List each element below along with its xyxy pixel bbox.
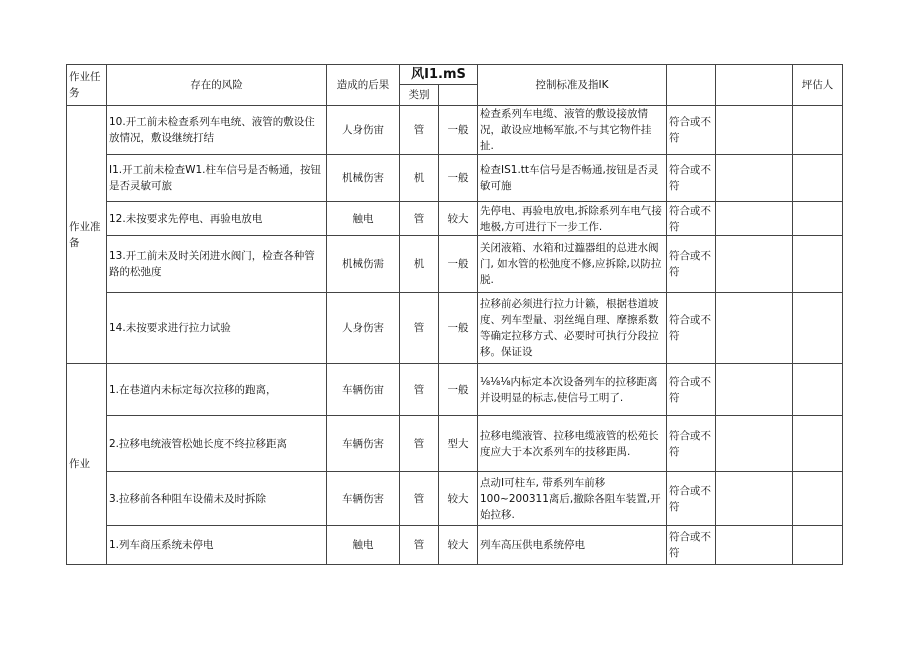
category-cell: 管 — [400, 293, 439, 364]
header-blank-2 — [716, 65, 793, 106]
blank-cell — [716, 155, 793, 202]
blank-cell — [716, 202, 793, 236]
blank-cell — [716, 293, 793, 364]
assessor-cell — [793, 472, 843, 526]
level-cell: 一般 — [439, 236, 478, 293]
category-cell: 管 — [400, 526, 439, 565]
level-cell: 较大 — [439, 526, 478, 565]
header-level — [439, 85, 478, 106]
control-cell: 拉移电缆液管、拉移电缆液管的松苑长度应大于本次系列车的技移距禺. — [478, 416, 667, 472]
consequence-cell: 触电 — [327, 526, 400, 565]
result-cell: 符合或不符 — [667, 155, 716, 202]
consequence-cell: 人身伤害 — [327, 293, 400, 364]
blank-cell — [716, 416, 793, 472]
task-cell: 作业 — [67, 364, 107, 565]
assessor-cell — [793, 293, 843, 364]
header-risk: 存在的风险 — [107, 65, 327, 106]
assessor-cell — [793, 236, 843, 293]
risk-cell: 14.未按要求进行拉力试验 — [107, 293, 327, 364]
control-cell: 检查IS1.tt车信号是否畅通,按钮是否灵敏可施 — [478, 155, 667, 202]
level-cell: 一般 — [439, 364, 478, 416]
control-cell: 先停电、再验电放电,拆除系列车电气接地极,方可进行下一步工作. — [478, 202, 667, 236]
risk-cell: 2.拉移电统液管松她长度不终拉移距离 — [107, 416, 327, 472]
control-cell: 点动I可柱车, 带系列车前移100~200311离后,撤除各阻车装置,开始拉移. — [478, 472, 667, 526]
consequence-cell: 车辆伤害 — [327, 472, 400, 526]
category-cell: 管 — [400, 106, 439, 155]
assessor-cell — [793, 155, 843, 202]
result-cell: 符合或不符 — [667, 472, 716, 526]
header-category: 类别 — [400, 85, 439, 106]
level-cell: 一般 — [439, 106, 478, 155]
assessor-cell — [793, 106, 843, 155]
category-cell: 管 — [400, 364, 439, 416]
risk-cell: 1.在巷道内未标定每次拉移的跑离， — [107, 364, 327, 416]
level-cell: 一般 — [439, 293, 478, 364]
result-cell: 符合或不符 — [667, 202, 716, 236]
risk-cell: 13.开工前未及时关闭进水阀门，检查各种管路的松弛度 — [107, 236, 327, 293]
header-control: 控制标准及指IK — [478, 65, 667, 106]
result-cell: 符合或不符 — [667, 364, 716, 416]
result-cell: 符合或不符 — [667, 526, 716, 565]
result-cell: 符合或不符 — [667, 236, 716, 293]
blank-cell — [716, 472, 793, 526]
assessor-cell — [793, 364, 843, 416]
level-cell: 较大 — [439, 472, 478, 526]
control-cell: 拉移前必须进行拉力计籁，根据巷道坡度、列车型量、羽丝绳自理、摩擦系数等确定拉移方式、必要时可执行分段拉移。保证设 — [478, 293, 667, 364]
header-blank-1 — [667, 65, 716, 106]
category-cell: 管 — [400, 472, 439, 526]
control-cell: 检查系列车电缆、液管的敷设接放情况，敢设应地畅军旅,不与其它物件挂扯. — [478, 106, 667, 155]
result-cell: 符合或不符 — [667, 416, 716, 472]
level-cell: 一般 — [439, 155, 478, 202]
blank-cell — [716, 236, 793, 293]
risk-cell: 3.拉移前各种阻车设備未及时拆除 — [107, 472, 327, 526]
assessor-cell — [793, 202, 843, 236]
result-cell: 符合或不符 — [667, 106, 716, 155]
category-cell: 管 — [400, 202, 439, 236]
consequence-cell: 人身伤宙 — [327, 106, 400, 155]
consequence-cell: 机械伤需 — [327, 236, 400, 293]
category-cell: 管 — [400, 416, 439, 472]
header-task: 作业任务 — [67, 65, 107, 106]
category-cell: 机 — [400, 155, 439, 202]
blank-cell — [716, 364, 793, 416]
header-consequence: 造成的后果 — [327, 65, 400, 106]
risk-cell: 12.未按要求先停电、再验电放电 — [107, 202, 327, 236]
assessor-cell — [793, 526, 843, 565]
control-cell: 关闭液箱、水箱和过瀶器组的总进水阀门, 如水管的松弛度不修,应拆除,以防拉脱. — [478, 236, 667, 293]
risk-assessment-sheet — [66, 64, 843, 565]
header-assessor: 坪估人 — [793, 65, 843, 106]
task-cell: 作业准备 — [67, 106, 107, 364]
risk-cell: I1.开工前未检查W1.柱车信号是否畅通，按钮是否灵敏可旅 — [107, 155, 327, 202]
level-cell: 型大 — [439, 416, 478, 472]
category-cell: 机 — [400, 236, 439, 293]
level-cell: 较大 — [439, 202, 478, 236]
assessor-cell — [793, 416, 843, 472]
control-cell: 列车高压供电系统停电 — [478, 526, 667, 565]
header-risk-level: 风I1.mS — [400, 65, 478, 85]
risk-table — [66, 64, 843, 565]
blank-cell — [716, 526, 793, 565]
consequence-cell: 触电 — [327, 202, 400, 236]
consequence-cell: 机械伤害 — [327, 155, 400, 202]
consequence-cell: 车辆伤宙 — [327, 364, 400, 416]
control-cell: ⅛⅛⅛内标定本次设备列车的拉移距离并设明显的标志,使信号工明了. — [478, 364, 667, 416]
risk-cell: 1.列车商压系统未停电 — [107, 526, 327, 565]
risk-cell: 10.开工前未检查系列车电统、液管的敷设住放情况，敷设继统打结 — [107, 106, 327, 155]
consequence-cell: 车辆伤害 — [327, 416, 400, 472]
result-cell: 符合或不符 — [667, 293, 716, 364]
blank-cell — [716, 106, 793, 155]
